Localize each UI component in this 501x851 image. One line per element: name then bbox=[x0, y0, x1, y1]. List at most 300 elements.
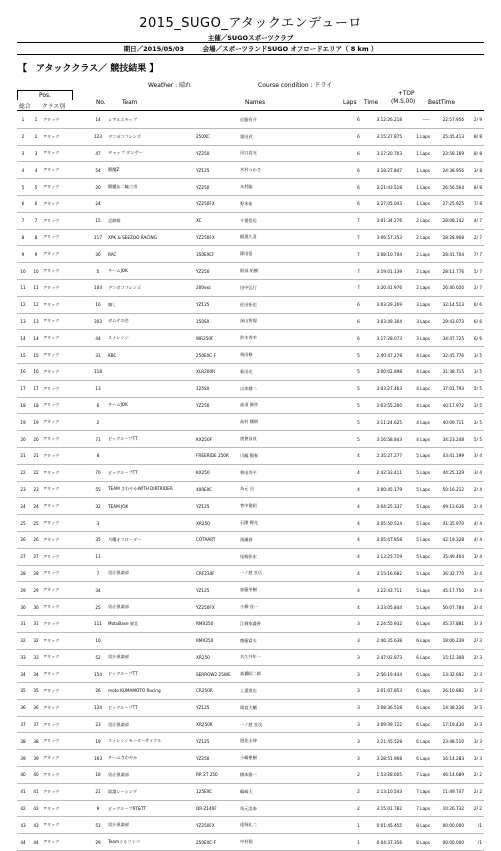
laps: 4 bbox=[352, 531, 365, 548]
total-time: 3:04:25.337 bbox=[365, 498, 404, 515]
divider bbox=[17, 54, 484, 55]
gap-to-top: 8 Laps bbox=[404, 817, 432, 834]
total-time: 0:01:45.455 bbox=[365, 817, 404, 834]
best-lap-rank: 2/ 4 bbox=[466, 498, 484, 515]
gap-to-top: 2 Laps bbox=[404, 279, 432, 296]
total-time: 3:28:51.968 bbox=[365, 750, 404, 767]
rider-name: 木村聡 bbox=[240, 179, 352, 196]
total-time: 3:03:55.200 bbox=[365, 397, 404, 414]
class-name: アタック bbox=[43, 195, 88, 212]
bike-number: 15 bbox=[88, 212, 108, 229]
class-pos: 40 bbox=[29, 767, 43, 784]
table-row bbox=[17, 112, 484, 128]
team: 男汁倶楽部 bbox=[108, 817, 196, 834]
best-lap: 40:09.711 bbox=[432, 414, 466, 431]
table-row bbox=[17, 683, 484, 700]
team: 閻魔＆二輪工房 bbox=[108, 179, 196, 196]
best-lap: 24:38.956 bbox=[432, 162, 466, 179]
class-name: アタック bbox=[43, 145, 88, 162]
laps: 5 bbox=[352, 347, 365, 364]
class-pos: 37 bbox=[29, 716, 43, 733]
laps: 5 bbox=[352, 397, 365, 414]
best-lap-rank: 3/ 3 bbox=[466, 716, 484, 733]
overall-pos: 22 bbox=[17, 464, 29, 481]
gap-to-top: 6 Laps bbox=[404, 716, 432, 733]
class-name: アタック bbox=[43, 649, 88, 666]
class-name: アタック bbox=[43, 330, 88, 347]
table-row bbox=[17, 565, 484, 582]
laps: 4 bbox=[352, 582, 365, 599]
table-row bbox=[17, 229, 484, 246]
table-row bbox=[17, 800, 484, 817]
rider-name: 稲葉久喜 bbox=[240, 229, 352, 246]
team: ストレンジモーターサイクル bbox=[108, 733, 196, 750]
overall-pos: 27 bbox=[17, 548, 29, 565]
team bbox=[108, 447, 196, 464]
gap-to-top: 6 Laps bbox=[404, 750, 432, 767]
best-lap-rank: 2/ 3 bbox=[466, 666, 484, 683]
machine: KX250 bbox=[196, 464, 240, 481]
rider-name: 田口直光 bbox=[240, 145, 352, 162]
team: 無し bbox=[108, 296, 196, 313]
machine: YZ125 bbox=[196, 733, 240, 750]
bike-number: 70 bbox=[88, 464, 108, 481]
team: KBC bbox=[108, 347, 196, 364]
class-name: アタック bbox=[43, 699, 88, 716]
total-time: 2:40:47.278 bbox=[365, 347, 404, 364]
best-lap-rank: 2/ 4 bbox=[466, 599, 484, 616]
total-time: 3:27:05.043 bbox=[365, 195, 404, 212]
best-lap-rank: 2/ 2 bbox=[466, 800, 484, 817]
gap-to-top: 2 Laps bbox=[404, 246, 432, 263]
overall-pos: 42 bbox=[17, 800, 29, 817]
total-time: 3:15:16.682 bbox=[365, 565, 404, 582]
table-row bbox=[17, 817, 484, 834]
class-name: アタック bbox=[43, 313, 88, 330]
bike-number: 9 bbox=[88, 800, 108, 817]
bike-number: 10 bbox=[88, 632, 108, 649]
table-row bbox=[17, 397, 484, 414]
best-lap: 18:06.239 bbox=[432, 632, 466, 649]
best-lap: 13:32.692 bbox=[432, 666, 466, 683]
machine bbox=[196, 112, 240, 128]
class-name: アタック bbox=[43, 666, 88, 683]
class-pos: 5 bbox=[29, 179, 43, 196]
table-row bbox=[17, 128, 484, 145]
best-lap-rank: 5/ 5 bbox=[466, 380, 484, 397]
class-name: アタック bbox=[43, 279, 88, 296]
class-name: アタック bbox=[43, 229, 88, 246]
class-name: アタック bbox=[43, 263, 88, 280]
class-pos: 16 bbox=[29, 363, 43, 380]
class-name: アタック bbox=[43, 683, 88, 700]
laps: 6 bbox=[352, 296, 365, 313]
overall-pos: 12 bbox=[17, 296, 29, 313]
class-name: アタック bbox=[43, 112, 88, 128]
laps: 6 bbox=[352, 112, 365, 128]
machine: RR 2T 250 bbox=[196, 767, 240, 784]
best-lap-rank: 3/ 4 bbox=[466, 447, 484, 464]
best-lap: 31:38.715 bbox=[432, 363, 466, 380]
rider-name: 山本健二 bbox=[240, 380, 352, 397]
best-lap-rank: 3/ 3 bbox=[466, 683, 484, 700]
bike-number: 55 bbox=[88, 481, 108, 498]
bike-number: 14 bbox=[88, 112, 108, 128]
table-row bbox=[17, 531, 484, 548]
gap-to-top: 6 Laps bbox=[404, 649, 432, 666]
bike-number: 303 bbox=[88, 313, 108, 330]
machine: YZ125 bbox=[196, 699, 240, 716]
class-pos: 17 bbox=[29, 380, 43, 397]
rider-name: 高須 勝彦 bbox=[240, 397, 352, 414]
team: ビッグループTT bbox=[108, 699, 196, 716]
gap-to-top: 6 Laps bbox=[404, 683, 432, 700]
overall-pos: 39 bbox=[17, 750, 29, 767]
class-name: アタック bbox=[43, 548, 88, 565]
best-lap: 36:32.770 bbox=[432, 565, 466, 582]
best-lap: 32:14.513 bbox=[432, 296, 466, 313]
total-time: 3:03:27.463 bbox=[365, 380, 404, 397]
class-pos: 4 bbox=[29, 162, 43, 179]
machine bbox=[196, 548, 240, 565]
team: 男汁倶楽部 bbox=[108, 716, 196, 733]
class-pos: 39 bbox=[29, 750, 43, 767]
rider-name: 新沼光 bbox=[240, 363, 352, 380]
class-pos: 8 bbox=[29, 229, 43, 246]
team: XPK & SEEZOO RACING bbox=[108, 229, 196, 246]
machine: 125SX bbox=[196, 380, 240, 397]
class-header: クラス別 bbox=[42, 104, 66, 110]
team bbox=[108, 380, 196, 397]
laps: 7 bbox=[352, 229, 365, 246]
table-row bbox=[17, 599, 484, 616]
best-lap: 49:13.636 bbox=[432, 498, 466, 515]
overall-pos: 19 bbox=[17, 414, 29, 431]
class-name: アタック bbox=[43, 615, 88, 632]
rider-name: 齋藤富夫 bbox=[240, 632, 352, 649]
team: チームJOK bbox=[108, 263, 196, 280]
rider-name: 江刺家羲香 bbox=[240, 615, 352, 632]
machine: 350EXCF bbox=[196, 246, 240, 263]
total-time: 0:04:37.356 bbox=[365, 834, 404, 851]
class-name: アタック bbox=[43, 296, 88, 313]
overall-pos: 31 bbox=[17, 615, 29, 632]
best-lap: 27:25.925 bbox=[432, 195, 466, 212]
overall-pos: 33 bbox=[17, 649, 29, 666]
laps: 6 bbox=[352, 313, 365, 330]
team: ビッグループRT&TT bbox=[108, 800, 196, 817]
bike-number: 29 bbox=[88, 834, 108, 851]
rider-name: 嶋崎大 bbox=[240, 783, 352, 800]
rider-name: 為元 岳 bbox=[240, 481, 352, 498]
gap-to-top: 5 Laps bbox=[404, 498, 432, 515]
total-time: 3:15:01.782 bbox=[365, 800, 404, 817]
best-lap-rank: 3/ 3 bbox=[466, 615, 484, 632]
team: ギャップ ダンサー bbox=[108, 145, 196, 162]
best-lap: 35:49.404 bbox=[432, 548, 466, 565]
names-header: Names bbox=[245, 100, 266, 106]
machine: 150SX bbox=[196, 313, 240, 330]
overall-pos: 40 bbox=[17, 767, 29, 784]
overall-pos: 3 bbox=[17, 145, 29, 162]
gap-to-top: 1 Laps bbox=[404, 179, 432, 196]
rider-name: 橋本雅一 bbox=[240, 767, 352, 784]
class-pos: 36 bbox=[29, 699, 43, 716]
gap-to-top: 4 Laps bbox=[404, 363, 432, 380]
laps: 2 bbox=[352, 767, 365, 784]
class-name: アタック bbox=[43, 716, 88, 733]
team bbox=[108, 582, 196, 599]
best-lap-rank: 3/ 5 bbox=[466, 397, 484, 414]
bike-number: 35 bbox=[88, 531, 108, 548]
best-lap: 29:43.073 bbox=[432, 313, 466, 330]
team bbox=[108, 548, 196, 565]
table-row bbox=[17, 447, 484, 464]
best-lap: 45:37.881 bbox=[432, 615, 466, 632]
team: MotoBase 東北 bbox=[108, 615, 196, 632]
team: チームさわやか bbox=[108, 750, 196, 767]
gap-to-top: 4 Laps bbox=[404, 347, 432, 364]
machine: YZ250FX bbox=[196, 817, 240, 834]
overall-pos: 13 bbox=[17, 313, 29, 330]
overall-header: 総合 bbox=[19, 104, 31, 110]
machine: 125EXC bbox=[196, 783, 240, 800]
venue-label: 会場／スポーツランドSUGO オフロードエリア（ 8 km ） bbox=[202, 45, 378, 53]
total-time: 3:00:02.898 bbox=[365, 363, 404, 380]
best-lap-rank: 7/ 7 bbox=[466, 246, 484, 263]
best-lap: 11:49.747 bbox=[432, 783, 466, 800]
gap-to-top: 4 Laps bbox=[404, 397, 432, 414]
class-pos: 2 bbox=[29, 128, 43, 145]
gap-to-top: 1 Laps bbox=[404, 195, 432, 212]
machine: YZ250FX bbox=[196, 599, 240, 616]
best-lap-rank: 2/ 4 bbox=[466, 481, 484, 498]
class-name: アタック bbox=[43, 464, 88, 481]
bike-number: 118 bbox=[88, 363, 108, 380]
table-row bbox=[17, 363, 484, 380]
team: moto KUMAMOTO Racing bbox=[108, 683, 196, 700]
class-pos: 35 bbox=[29, 683, 43, 700]
machine: YZ250FX bbox=[196, 229, 240, 246]
laps: 6 bbox=[352, 195, 365, 212]
rider-name: 小嶋聖樹 bbox=[240, 750, 352, 767]
rider-name: 一ノ渡 宣次 bbox=[240, 716, 352, 733]
class-pos: 9 bbox=[29, 246, 43, 263]
best-lap: 28:08.142 bbox=[432, 212, 466, 229]
gap-to-top: 7 Laps bbox=[404, 800, 432, 817]
weather: Weather : 晴れ bbox=[148, 82, 192, 89]
class-pos: 31 bbox=[29, 615, 43, 632]
best-lap: 15:12.308 bbox=[432, 649, 466, 666]
bike-number: 117 bbox=[88, 229, 108, 246]
machine bbox=[196, 414, 240, 431]
machine: YZ250 bbox=[196, 263, 240, 280]
total-time: 3:08:36.518 bbox=[365, 699, 404, 716]
overall-pos: 5 bbox=[17, 179, 29, 196]
laps: 6 bbox=[352, 330, 365, 347]
event-info bbox=[0, 44, 501, 53]
total-time: 2:42:33.411 bbox=[365, 464, 404, 481]
overall-pos: 43 bbox=[17, 817, 29, 834]
class-pos: 23 bbox=[29, 481, 43, 498]
machine: YZ250 bbox=[196, 397, 240, 414]
machine: 250XC bbox=[196, 128, 240, 145]
class-name: アタック bbox=[43, 179, 88, 196]
laps: 7 bbox=[352, 279, 365, 296]
best-lap-rank: 8/ 8 bbox=[466, 128, 484, 145]
best-lap: 00:00.000 bbox=[432, 834, 466, 851]
best-lap-rank: /1 bbox=[466, 834, 484, 851]
rider-name: 阿部 佑樹 bbox=[240, 263, 352, 280]
gap-to-top: 4 Laps bbox=[404, 380, 432, 397]
best-lap-rank: 3/ 3 bbox=[466, 699, 484, 716]
overall-pos: 17 bbox=[17, 380, 29, 397]
class-name: アタック bbox=[43, 481, 88, 498]
class-pos: 38 bbox=[29, 733, 43, 750]
best-lap: 37:01.793 bbox=[432, 380, 466, 397]
machine: KX250F bbox=[196, 431, 240, 448]
best-lap-rank: 3/ 5 bbox=[466, 347, 484, 364]
class-pos: 41 bbox=[29, 783, 43, 800]
class-name: アタック bbox=[43, 767, 88, 784]
gap-to-top: 5 Laps bbox=[404, 548, 432, 565]
best-lap-rank: 2/ 7 bbox=[466, 279, 484, 296]
gap-to-top: 6 Laps bbox=[404, 615, 432, 632]
best-lap: 41:35.970 bbox=[432, 515, 466, 532]
machine: YZ250 bbox=[196, 750, 240, 767]
table-row bbox=[17, 515, 484, 532]
gap-to-top: 2 Laps bbox=[404, 229, 432, 246]
table-row bbox=[17, 212, 484, 229]
total-time: 3:01:07.853 bbox=[365, 683, 404, 700]
best-lap: 22:57.956 bbox=[432, 112, 466, 128]
machine: COTAART bbox=[196, 531, 240, 548]
overall-pos: 18 bbox=[17, 397, 29, 414]
laps: 3 bbox=[352, 716, 365, 733]
rider-name: 田中弘行 bbox=[240, 279, 352, 296]
total-time: 3:00:45.179 bbox=[365, 481, 404, 498]
total-time: 2:47:02.873 bbox=[365, 649, 404, 666]
team: RAC bbox=[108, 246, 196, 263]
team bbox=[108, 632, 196, 649]
table-row bbox=[17, 380, 484, 397]
class-name: アタック bbox=[43, 515, 88, 532]
best-lap-rank: 4/ 7 bbox=[466, 212, 484, 229]
best-lap: 16:14.283 bbox=[432, 750, 466, 767]
bike-number: 5 bbox=[88, 263, 108, 280]
laps: 5 bbox=[352, 431, 365, 448]
total-time: 3:19:01.139 bbox=[365, 263, 404, 280]
laps: 4 bbox=[352, 599, 365, 616]
machine: CRF230F bbox=[196, 565, 240, 582]
machine: SERROW2 25WE bbox=[196, 666, 240, 683]
class-name: アタック bbox=[43, 599, 88, 616]
total-time: 3:03:49.304 bbox=[365, 313, 404, 330]
laps: 1 bbox=[352, 834, 365, 851]
rider-name: 一ノ渡 宣広 bbox=[240, 565, 352, 582]
gap-to-top: 7 Laps bbox=[404, 767, 432, 784]
table-row bbox=[17, 246, 484, 263]
total-time: 2:46:35.638 bbox=[365, 632, 404, 649]
table-row bbox=[17, 296, 484, 313]
class-pos: 10 bbox=[29, 263, 43, 280]
bike-number: 7 bbox=[88, 565, 108, 582]
laps: 1 bbox=[352, 817, 365, 834]
class-pos: 30 bbox=[29, 599, 43, 616]
overall-pos: 32 bbox=[17, 632, 29, 649]
gap-to-top: 7 Laps bbox=[404, 783, 432, 800]
machine: 400EXC bbox=[196, 481, 240, 498]
class-name: アタック bbox=[43, 162, 88, 179]
class-name: アタック bbox=[43, 817, 88, 834]
gap-to-top: 1 Laps bbox=[404, 162, 432, 179]
machine: DR-Z140F bbox=[196, 800, 240, 817]
rider-name: 黒瀬真 bbox=[240, 531, 352, 548]
rider-name: 野本祐 bbox=[240, 195, 352, 212]
class-name: アタック bbox=[43, 800, 88, 817]
team: TEAM さわやかWITH DIRTRIDER bbox=[108, 481, 196, 498]
total-time: 3:13:25.719 bbox=[365, 548, 404, 565]
team: 月曜オフローダー bbox=[108, 531, 196, 548]
class-pos: 26 bbox=[29, 531, 43, 548]
rider-name: 中村翔 bbox=[240, 834, 352, 851]
overall-pos: 29 bbox=[17, 582, 29, 599]
bike-number: 23 bbox=[88, 716, 108, 733]
machine: YZ125 bbox=[196, 582, 240, 599]
results-table bbox=[17, 112, 484, 851]
bike-number: 32 bbox=[88, 498, 108, 515]
best-lap: 23:48.510 bbox=[432, 733, 466, 750]
overall-pos: 25 bbox=[17, 515, 29, 532]
class-name: アタック bbox=[43, 414, 88, 431]
best-lap: 34:23.248 bbox=[432, 431, 466, 448]
team: Teamぐるリンパ bbox=[108, 834, 196, 851]
overall-pos: 35 bbox=[17, 683, 29, 700]
bike-number: 13 bbox=[88, 380, 108, 397]
best-lap-rank: 3/ 3 bbox=[466, 750, 484, 767]
table-row bbox=[17, 666, 484, 683]
class-name: アタック bbox=[43, 347, 88, 364]
page-title: 2015_SUGO_アタックエンデューロ bbox=[139, 16, 362, 31]
ms-header: (M.S.00) bbox=[391, 99, 416, 105]
class-pos: 7 bbox=[29, 212, 43, 229]
laps: 4 bbox=[352, 565, 365, 582]
rider-name: 上妻達也 bbox=[240, 683, 352, 700]
team: TEAM JOK bbox=[108, 498, 196, 515]
bike-number: 25 bbox=[88, 599, 108, 616]
best-lap: 50:16.212 bbox=[432, 481, 466, 498]
bike-number: 47 bbox=[88, 145, 108, 162]
class-pos: 43 bbox=[29, 817, 43, 834]
team: 男汁倶楽部 bbox=[108, 599, 196, 616]
bike-number: 54 bbox=[88, 162, 108, 179]
class-name: アタック bbox=[43, 733, 88, 750]
rider-name: 川嶋 陽春 bbox=[240, 447, 352, 464]
gap-to-top: 5 Laps bbox=[404, 599, 432, 616]
machine: YZ250 bbox=[196, 145, 240, 162]
machine: YZ125 bbox=[196, 296, 240, 313]
best-lap-rank: 5/ 7 bbox=[466, 263, 484, 280]
total-time: 2:35:27.277 bbox=[365, 447, 404, 464]
best-lap: 43:41.199 bbox=[432, 447, 466, 464]
overall-pos: 44 bbox=[17, 834, 29, 851]
gap-to-top: 6 Laps bbox=[404, 666, 432, 683]
bike-number: 163 bbox=[88, 750, 108, 767]
total-time: 3:22:43.711 bbox=[365, 582, 404, 599]
class-pos: 1 bbox=[29, 112, 43, 128]
total-time: 3:20:41.976 bbox=[365, 279, 404, 296]
rider-name: 渡會昌良 bbox=[240, 431, 352, 448]
